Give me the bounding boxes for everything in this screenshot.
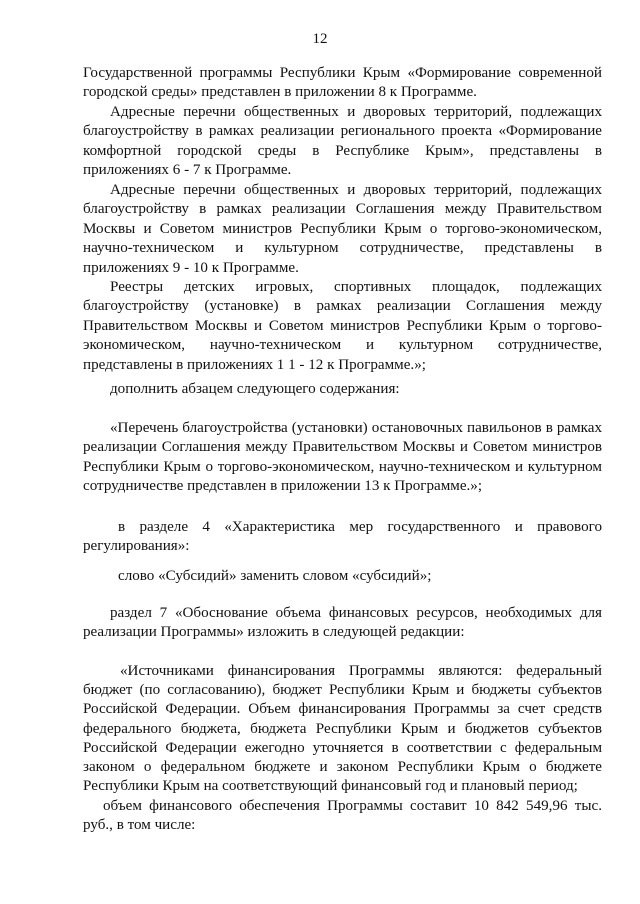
paragraph-add-clause: дополнить абзацем следующего содержания: [110, 381, 400, 397]
paragraph-bus-stop-pavilions: «Перечень благоустройства (установки) остановочных павильонов в рамках реализации Соглашения между Правительством Москвы и Советом министров Республики Крым о торгово-экономическом, научно-техническом и культурном сотрудничестве представлен в приложении 13 к Программе.»; [83, 420, 602, 495]
paragraph-funding-volume: объем финансового обеспечения Программы составит 10 842 549,96 тыс. руб., в том числе: [83, 798, 602, 834]
paragraph-section-7: раздел 7 «Обоснование объема финансовых ресурсов, необходимых для реализации Программы» изложить в следующей редакции: [83, 605, 602, 641]
paragraph-playground-registers: Реестры детских игровых, спортивных площадок, подлежащих благоустройству (установке) в рамках реализации Соглашения между Правительством Москвы и Советом министров Республики Крым о торгово-экономическом, научно-техническом и культурном сотрудничестве, представлены в приложениях 1 1 - 12 к Программе.»; [83, 279, 602, 373]
paragraph-regional-project-lists: Адресные перечни общественных и дворовых территорий, подлежащих благоустройству в рамках реализации регионального проекта «Формирование комфортной городской среды в Республике Крым», представлены в приложениях 6 - 7 к Программе. [83, 104, 602, 179]
paragraph-funding-sources: «Источниками финансирования Программы являются: федеральный бюджет (по согласованию), бюджет Республики Крым и бюджеты субъектов Российской Федерации. Объем финансирования Программы за счет средств федерального бюджета, бюджета Республики Крым и бюджетов субъектов Российской Федерации ежегодно уточняется в соответствии с федеральным законом о федеральном бюджете и законом Республики Крым о бюджете Республики Крым на соответствующий финансовый год и плановый период; [83, 663, 602, 795]
paragraph-continuation: Государственной программы Республики Крым «Формирование современной городской среды» представлен в приложении 8 к Программе. [83, 65, 602, 101]
paragraph-subsidies-wording: слово «Субсидий» заменить словом «субсидий»; [118, 568, 432, 584]
paragraph-section-4: в разделе 4 «Характеристика мер государственного и правового регулирования»: [83, 519, 602, 555]
page-number: 12 [312, 31, 328, 47]
paragraph-moscow-agreement-lists: Адресные перечни общественных и дворовых территорий, подлежащих благоустройству в рамках реализации Соглашения между Правительством Москвы и Советом министров Республики Крым о торгово-экономическом, научно-техническом и культурном сотрудничестве, представлены в приложениях 9 - 10 к Программе. [83, 182, 602, 276]
